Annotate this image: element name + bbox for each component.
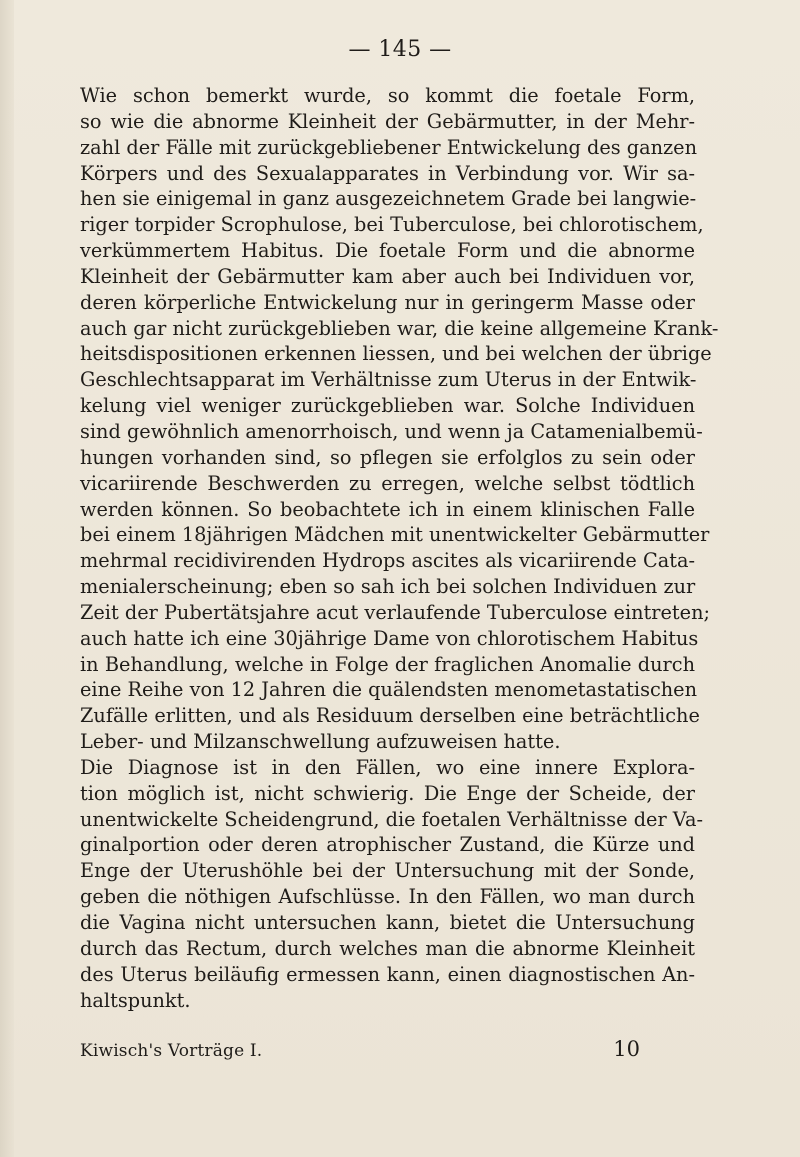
text-line-22: auch hatte ich eine 30jährige Dame von chlorotischem Habitus [80, 626, 699, 650]
text-line-1: Wie schon bemerkt wurde, so kommt die foetale Form, [80, 84, 695, 107]
text-line-10: auch gar nicht zurückgeblieben war, die keine allgemeine Krank- [80, 316, 719, 340]
text-line-27: Die Diagnose ist in den Fällen, wo eine innere Explora- [80, 755, 695, 779]
text-line-25: Zufälle erlitten, und als Residuum derselben eine beträchtliche [80, 704, 700, 728]
text-line-23: in Behandlung, welche in Folge der fraglichen Anomalie durch [80, 652, 695, 676]
text-line-2: so wie die abnorme Kleinheit der Gebärmutter, in der Mehr- [80, 109, 695, 133]
text-line-19: mehrmal recidivirenden Hydrops ascites als vicariirende Cata- [80, 549, 695, 573]
text-line-29: unentwickelte Scheidengrund, die foetalen Verhältnisse der Va- [80, 807, 703, 831]
text-line-16: vicariirende Beschwerden zu erregen, welche selbst tödtlich [80, 471, 695, 495]
text-line-14: sind gewöhnlich amenorrhoisch, und wenn ja Catamenialbemü- [80, 419, 703, 443]
text-line-17: werden können. So beobachtete ich in einem klinischen Falle [80, 497, 695, 521]
text-line-4: Körpers und des Sexualapparates in Verbindung vor. Wir sa- [80, 161, 695, 185]
text-line-33: die Vagina nicht untersuchen kann, bietet die Untersuchung [80, 911, 695, 934]
text-line-13: kelung viel weniger zurückgeblieben war. Solche Individuen [80, 394, 695, 418]
text-line-31: Enge der Uterushöhle bei der Untersuchung mit der Sonde, [80, 859, 695, 883]
page-footer [80, 1037, 640, 1061]
text-line-26: Leber- und Milzanschwellung aufzuweisen hatte. [80, 730, 561, 754]
text-line-15: hungen vorhanden sind, so pflegen sie erfolglos zu sein oder [80, 445, 695, 469]
text-line-36: haltspunkt. [80, 988, 191, 1012]
footer-source: Kiwisch's Vorträge I. [80, 1041, 263, 1061]
footer-sheet-number: 10 [613, 1037, 640, 1061]
text-line-7: verkümmertem Habitus. Die foetale Form und die abnorme [80, 239, 695, 263]
text-line-28: tion möglich ist, nicht schwierig. Die Enge der Scheide, der [80, 781, 695, 805]
page-header: — 145 — [348, 37, 452, 62]
text-line-21: Zeit der Pubertätsjahre acut verlaufende Tuberculose eintreten; [80, 600, 711, 624]
text-line-9: deren körperliche Entwickelung nur in geringerm Masse oder [80, 290, 695, 314]
text-line-6: riger torpider Scrophulose, bei Tuberculose, bei chlorotischem, [80, 213, 704, 237]
text-line-5: hen sie einigemal in ganz ausgezeichnetem Grade bei langwie- [80, 187, 697, 211]
page-binding-edge [0, 0, 14, 1157]
text-line-34: durch das Rectum, durch welches man die abnorme Kleinheit [80, 936, 695, 960]
text-line-8: Kleinheit der Gebärmutter kam aber auch bei Individuen vor, [80, 264, 695, 288]
text-line-32: geben die nöthigen Aufschlüsse. In den Fällen, wo man durch [80, 885, 695, 909]
text-line-20: menialerscheinung; eben so sah ich bei solchen Individuen zur [80, 575, 696, 599]
text-line-12: Geschlechtsapparat im Verhältnisse zum Uterus in der Entwik- [80, 368, 697, 392]
text-line-24: eine Reihe von 12 Jahren die quälendsten menometastatischen [80, 678, 698, 702]
text-line-18: bei einem 18jährigen Mädchen mit unentwickelter Gebärmutter [80, 523, 710, 547]
text-line-30: ginalportion oder deren atrophischer Zustand, die Kürze und [80, 833, 695, 857]
text-line-35: des Uterus beiläufig ermessen kann, einen diagnostischen An- [80, 962, 695, 986]
text-line-11: heitsdispositionen erkennen liessen, und bei welchen der übrige [80, 342, 712, 366]
body-text [80, 83, 719, 1013]
text-line-3: zahl der Fälle mit zurückgebliebener Entwickelung des ganzen [80, 135, 697, 159]
